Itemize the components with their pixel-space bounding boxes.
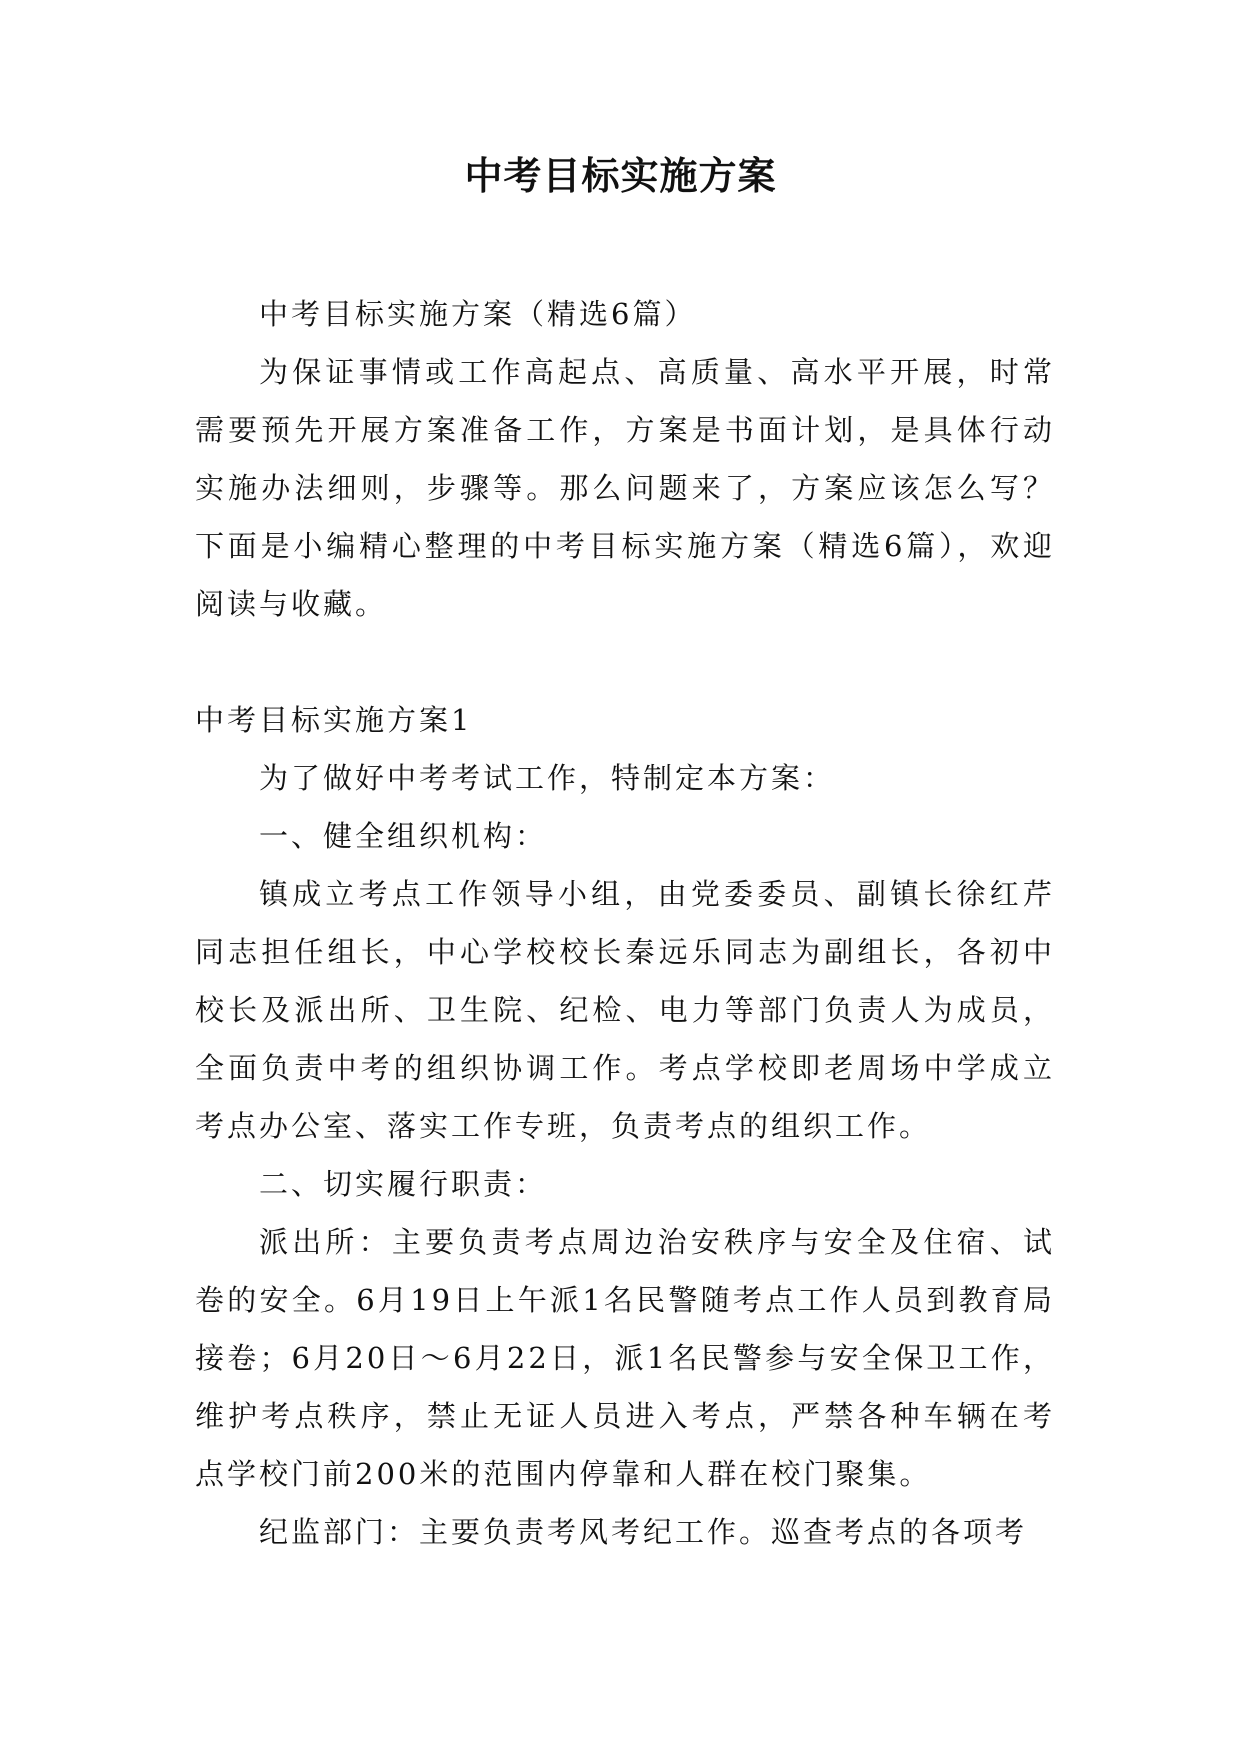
intro-heading: 中考目标实施方案（精选6篇） (259, 297, 697, 331)
paragraph-spacer (195, 633, 1055, 691)
section-heading: 中考目标实施方案1 (195, 703, 473, 737)
subsection-heading-2: 二、切实履行职责： (259, 1167, 548, 1201)
discipline-paragraph: 纪监部门：主要负责考风考纪工作。巡查考点的各项考 (259, 1515, 1028, 1549)
document-title: 中考目标实施方案 (464, 153, 777, 198)
document-body (195, 285, 1055, 1561)
intro-paragraph: 为保证事情或工作高起点、高质量、高水平开展，时常需要预先开展方案准备工作，方案是书面计划，是具体行动实施办法细则，步骤等。那么问题来了，方案应该怎么写？下面是小编精心整理的中考目标实施方案（精选6篇），欢迎阅读与收藏。 (195, 355, 1055, 621)
police-paragraph: 派出所：主要负责考点周边治安秩序与安全及住宿、试卷的安全。6月19日上午派1名民警随考点工作人员到教育局接卷；6月20日～6月22日，派1名民警参与安全保卫工作，维护考点秩序，禁止无证人员进入考点，严禁各种车辆在考点学校门前200米的范围内停靠和人群在校门聚集。 (195, 1225, 1055, 1491)
subsection-heading-1: 一、健全组织机构： (259, 819, 548, 853)
section-intro: 为了做好中考考试工作，特制定本方案： (259, 761, 836, 795)
organization-paragraph: 镇成立考点工作领导小组，由党委委员、副镇长徐红芹同志担任组长，中心学校校长秦远乐同志为副组长，各初中校长及派出所、卫生院、纪检、电力等部门负责人为成员，全面负责中考的组织协调工作。考点学校即老周场中学成立考点办公室、落实工作专班，负责考点的组织工作。 (195, 877, 1055, 1143)
